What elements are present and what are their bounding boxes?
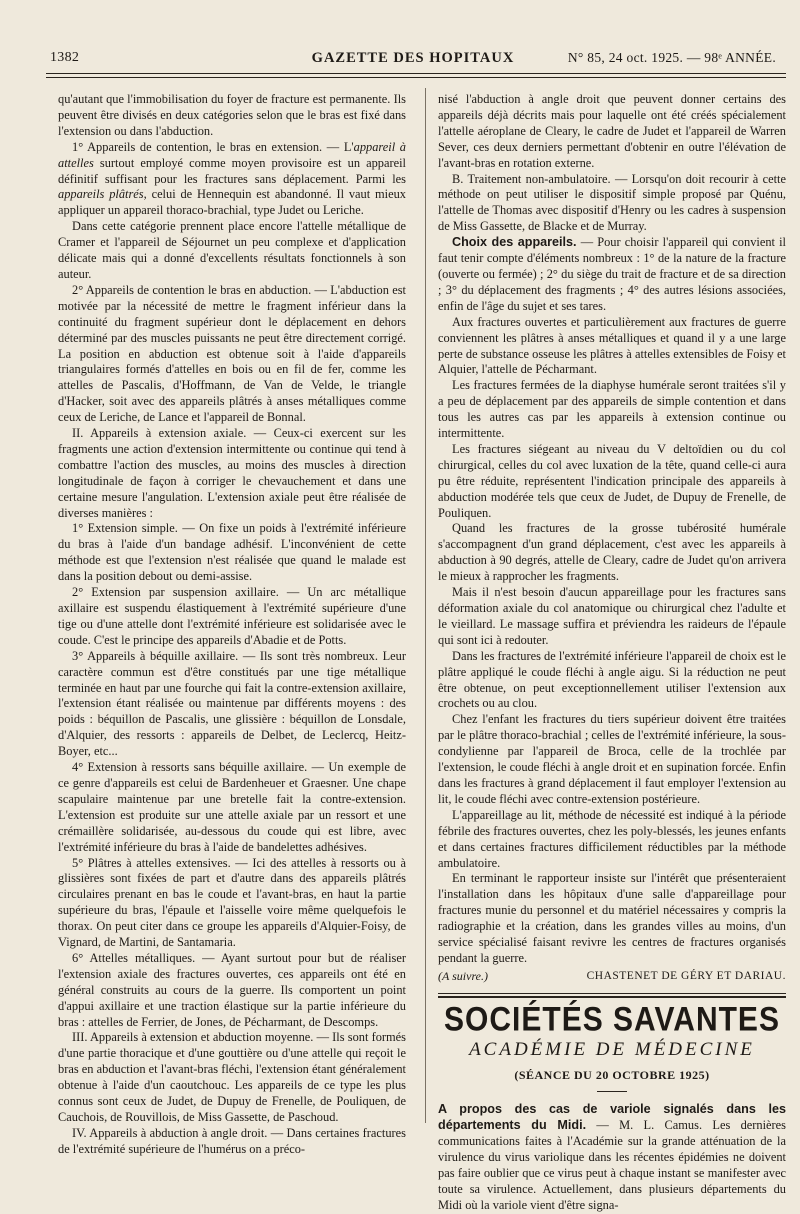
issue-info: N° 85, 24 oct. 1925. — 98ᵉ ANNÉE. <box>567 50 776 65</box>
paragraph: Quand les fractures de la grosse tubérosité humérale s'accompagnent d'un grand déplacement, c'est avec les appareils à abduction à 90 degrés, attelle de Cleary, cadre de Judet qu'on arrivera le mieux à rapprocher les fragments. <box>438 521 786 584</box>
article-signature <box>438 969 786 985</box>
paragraph: IV. Appareils à abduction à angle droit. — Dans certaines fractures de l'extrémité supérieure de l'humérus on a préco- <box>58 1125 406 1156</box>
text-run: 1° Appareils de contention, le bras en extension. — L' <box>72 139 354 154</box>
header-rule <box>46 73 786 74</box>
short-rule <box>597 1091 627 1092</box>
paragraph: Les fractures siégeant au niveau du V deltoïdien ou du col chirurgical, celles du col avec luxation de la tête, quand celle-ci aura pu être réduite, représentent l'indication principale des appareils à abduction modérée tels que ceux de Judet, de Dupuy de Frenelle, de Pouliquen. <box>438 441 786 520</box>
academy-title: ACADÉMIE DE MÉDECINE <box>469 1038 755 1060</box>
paragraph: 5° Plâtres à attelles extensives. — Ici des attelles à ressorts ou à glissières sont fixées de part et d'autre dans des appareils plâtrés circulaires prenant en bas le coude et l'avant-bras, en haut la partie supérieure du bras, l'épaule et l'aisselle voire même quelquefois le thorax. On peut citer dans ce groupe les appareils d'Alquier-Foisy, de Vignard, de Martini, de Santamaria. <box>58 855 406 950</box>
paragraph <box>438 235 786 315</box>
text-run: surtout employé comme moyen provisoire est un appareil définitif suffisant pour les fractures sans déplacement. Parmi les <box>58 155 406 186</box>
paragraph: L'appareillage au lit, méthode de nécessité est indiqué à la période fébrile des fractures ouvertes, chez les poly-blessés, les jeunes enfants et dans certaines fractures difficilement réductibles par la méthode ambulatoire. <box>438 807 786 870</box>
section-title: SOCIÉTÉS SAVANTES <box>444 1000 780 1039</box>
paragraph: Aux fractures ouvertes et particulièrement aux fractures de guerre conviennent les plâtres à anses métalliques et quand il y a une large perte de substance osseuse les plâtres à attelles extensibles de Foisy et Alquier, l'attelle de Pécharmant. <box>438 314 786 377</box>
paragraph: qu'autant que l'immobilisation du foyer de fracture est permanente. Ils peuvent être divisés en deux catégories selon que le bras est fixé dans l'extension ou dans l'abduction. <box>58 92 406 138</box>
page-number: 1382 <box>50 50 80 65</box>
paragraph: nisé l'abduction à angle droit que peuvent donner certains des appareils déjà décrits mais pour laquelle ont été créés spécialement l'attelle aéroplane de Cleary, le cadre de Judet et l'appareil de Warren Sever, ces deux derniers permettant d'obtenir en outre l'élévation de l'avant-bras en rotation externe. <box>438 92 786 170</box>
paragraph: En terminant le rapporteur insiste sur l'intérêt que présenteraient l'installation dans les hôpitaux d'une salle d'appareillage pour fractures munie du personnel et du matériel nécessaires y compris la radiographie et la création, dans les grandes villes au moins, d'un service spécialisé faisant revivre les centres de fractures organisés pendant la guerre. <box>438 871 786 965</box>
column-divider <box>425 88 426 1123</box>
header-rule-thin <box>46 77 786 78</box>
section-rule <box>438 993 786 994</box>
page-header <box>46 50 780 72</box>
paragraph: III. Appareils à extension et abduction moyenne. — Ils sont formés d'une partie thoracique et d'une gouttière ou d'une attelle qui reçoit le bras en abduction et l'avant-bras fléchi, l'extension étant généralement obtenue à l'aide d'un caoutchouc. Les appareils de ce type les plus connus sont ceux de Judet, de Dupuy de Frenelle, de Pouliquen, de Cauchois, de Rouvillois, de Miss Gassette, de Paschoud. <box>58 1030 406 1124</box>
text-run: Les dernières communications faites à l'Académie sur la grande atténuation de la virulence du virus variolique dans les récentes épidémies ne doivent pas faire oublier que ce virus peut à chaque instant se manifester avec toute sa virulence. Actuellement, dans plusieurs départements du Midi où la variole vient d'être signa- <box>438 1118 786 1212</box>
text-run: — Pour choisir l'appareil qui convient il faut tenir compte d'éléments nombreux : 1° de la nature de la fracture (ouverte ou fermée) ; 2° du siège du trait de fracture et de sa direction ; 3° du déplacement des fragments ; 4° des autres lésions associées, enfin de l'âge du sujet et ses tares. <box>438 235 786 313</box>
paragraph: Dans cette catégorie prennent place encore l'attelle métallique de Cramer et l'appareil de Séjournet un peu complexe et d'application délicate mais qui a donné d'excellents résultats fonctionnels à son auteur. <box>58 219 406 281</box>
journal-title: GAZETTE DES HOPITAUX <box>311 50 515 66</box>
paragraph: 6° Attelles métalliques. — Ayant surtout pour but de réaliser l'extension axiale des fractures ouvertes, ces appareils ont été en général construits au cours de la guerre. Ils comportent un point d'appui axillaire et une traction élastique sur la partie inférieure du bras : attelles de Ferrier, de Jones, de Pécharmant, de Descomps. <box>58 950 406 1029</box>
text-run: appareil à attelles <box>58 139 406 170</box>
authors: CHASTENET DE GÉRY ET DARIAU. <box>586 969 786 982</box>
paragraph: 3° Appareils à béquille axillaire. — Ils sont très nombreux. Leur caractère commun est d'être constitués par une tige métallique terminée en haut par une fourche qui fait la contre-extension axillaire, l'extension étant réalisée ou maintenue par différents moyens : des poids : béquillon de Pascalis, une glissière : béquillon de Lonsdale, d'Alquier, des ressorts : appareils de Delbet, de Leclercq, Heitz-Boyer, etc... <box>58 648 406 759</box>
paragraph: 2° Extension par suspension axillaire. — Un arc métallique axillaire est suspendu élastiquement à l'extrémité supérieure d'une tige ou d'une attelle dont l'extrémité inférieure est solidarisée avec le coude. C'est le principe des appareils d'Abadie et de Potts. <box>58 585 406 647</box>
section-rule-thick <box>438 996 786 998</box>
left-column <box>58 92 406 1158</box>
to-follow: (A suivre.) <box>438 968 488 983</box>
paragraph: II. Appareils à extension axiale. — Ceux-ci exercent sur les fragments une action d'extension intermittente ou continue qui tend à combattre l'action des muscles, au moins des muscles à direction longitudinale de façon à corriger le chevauchement et dans une certaine mesure l'angulation. L'extension axiale peut être réalisée de diverses manières : <box>58 426 406 520</box>
paragraph: 2° Appareils de contention le bras en abduction. — L'abduction est motivée par la nécessité de mettre le fragment inférieur dans la continuité du fragment supérieur dont le déplacement en dehors déterminé par des muscles puissants ne peut être directement corrigé. La position en abduction est obtenue soit à l'aide d'appareils triangulaires formés d'attelles en bois ou en fil de fer, comme les attelles de Pascalis, d'Hoffmann, de Van de Velde, le triangle d'Hacker, soit avec des appareils plâtrés à anses métalliques comme ceux de Leriche, de Lance et l'appareil de Bonnal. <box>58 282 406 425</box>
article-author: — M. L. Camus. <box>586 1118 703 1133</box>
paragraph: Chez l'enfant les fractures du tiers supérieur doivent être traitées par le plâtre thoraco-brachial ; celles de l'extrémité inférieure, la sous-condylienne par l'appareil de Broca, celle de la trochlée par l'extension, le coude fléchi à angle droit et en supination forcée. Enfin dans les fractures à grand déplacement il faut employer l'extension au lit, le coude fléchi avec contre-extension postérieure. <box>438 712 786 806</box>
paragraph: Les fractures fermées de la diaphyse humérale seront traitées s'il y a peu de déplacement par des appareils de simple contention et dans tous les autres cas par les appareils à extension continue ou intermittente. <box>438 378 786 441</box>
article-heading: A propos des cas de variole signalés dans les départements du Midi. <box>438 1102 786 1133</box>
text-run: , celui de Hennequin est abandonné. Il vaut mieux appliquer un appareil thoraco-brachial, type Judet ou Leriche. <box>58 187 406 218</box>
text-run: appareils plâtrés <box>58 187 144 202</box>
paragraph <box>438 1102 786 1213</box>
paragraph: Mais il n'est besoin d'aucun appareillage pour les fractures sans déformation axiale du col anatomique ou chirurgical chez l'adulte et le vieillard. Le massage suffira et préviendra les raideurs de l'épaule qui sont ici à redouter. <box>438 585 786 647</box>
paragraph: 1° Extension simple. — On fixe un poids à l'extrémité inférieure du bras à l'aide d'un bandage adhésif. L'inconvénient de cette méthode est que l'extension n'est réalisée que quand le malade est dans la position debout ou demi-assise. <box>58 521 406 584</box>
session-date: (SÉANCE DU 20 OCTOBRE 1925) <box>514 1067 710 1082</box>
paragraph <box>58 140 406 220</box>
paragraph: 4° Extension à ressorts sans béquille axillaire. — Un exemple de ce genre d'appareils est celui de Bardenheuer et Graesner. Une chape scapulaire maintenue par une bretelle fait la contre-extension. L'extension est produite sur une attelle axiale par un ressort et une crémaillère solidarisée, au-dessous du coude qui est libre, avec l'extrémité inférieure du bras à l'aide de bandelettes adhésives. <box>58 760 406 854</box>
subheading: Choix des appareils. <box>452 235 577 250</box>
right-column <box>438 92 786 1214</box>
paragraph: B. Traitement non-ambulatoire. — Lorsqu'on doit recourir à cette méthode on peut utiliser le dispositif simple proposé par Quénu, l'attelle de Thomas avec dispositif d'Henry ou les cadres à suspension de Miss Gassette, de Blacke et de Murray. <box>438 171 786 234</box>
paragraph: Dans les fractures de l'extrémité inférieure l'appareil de choix est le plâtre appliqué le coude fléchi à angle aigu. Si la réduction ne peut être obtenue, on peut exceptionnellement utiliser l'extension aux crochets ou au clou. <box>438 648 786 711</box>
